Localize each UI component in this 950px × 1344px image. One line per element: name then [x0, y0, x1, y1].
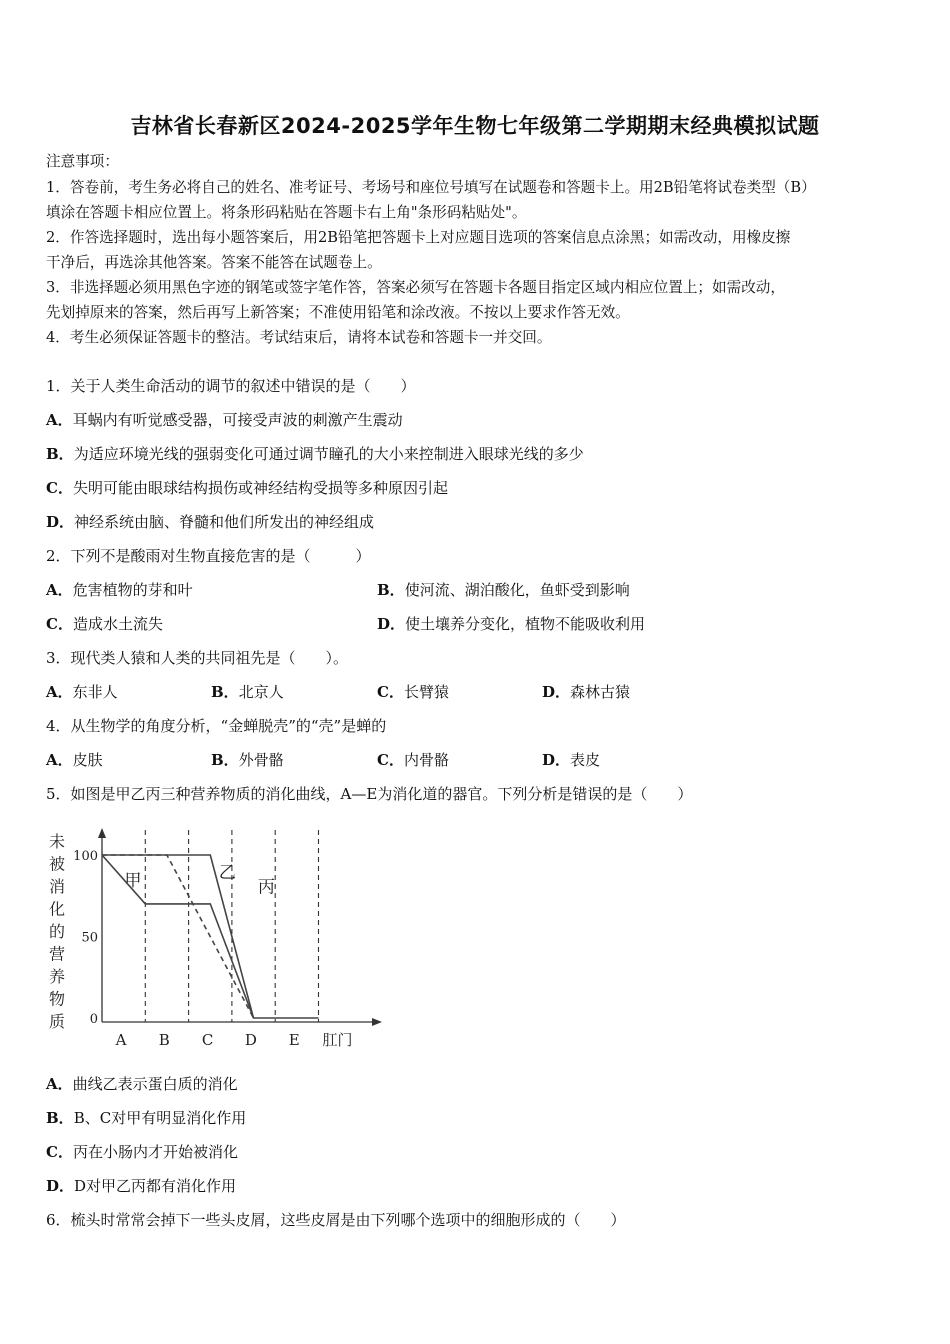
- x-axis-arrow: [372, 1018, 382, 1026]
- option: [377, 613, 645, 634]
- option: [46, 477, 448, 498]
- option-letter: B．: [211, 683, 239, 701]
- option: [542, 749, 600, 770]
- option: [377, 579, 630, 600]
- question-stem: 6．梳头时常常会掉下一些头皮屑，这些皮屑是由下列哪个选项中的细胞形成的（ ）: [46, 1211, 626, 1229]
- option: [46, 1073, 238, 1094]
- option: [46, 511, 374, 532]
- option-text: 使河流、湖泊酸化，鱼虾受到影响: [404, 581, 630, 599]
- option-text: 失明可能由眼球结构损伤或神经结构受损等多种原因引起: [72, 479, 448, 497]
- option-letter: D．: [542, 751, 571, 769]
- option: [211, 681, 284, 702]
- option-text: 东非人: [72, 683, 118, 701]
- question-stem: 4．从生物学的角度分析，“金蝉脱壳”的“壳”是蝉的: [46, 717, 387, 735]
- y-tick-label: 0: [89, 1012, 98, 1027]
- x-tick-label: 肛门: [322, 1031, 353, 1049]
- option-letter: D．: [46, 513, 75, 531]
- y-label-char: 消: [48, 877, 66, 896]
- option-letter: B．: [46, 445, 74, 463]
- option-letter: C．: [377, 683, 404, 701]
- option-text: 森林古猿: [570, 683, 631, 701]
- option-text: 北京人: [238, 683, 284, 701]
- axes: [98, 828, 382, 1026]
- option: [46, 1107, 246, 1128]
- option-letter: D．: [377, 615, 406, 633]
- option-letter: C．: [377, 751, 404, 769]
- y-label-char: 被: [48, 854, 66, 874]
- notice-line: 填涂在答题卡相应位置上。将条形码粘贴在答题卡右上角"条形码粘贴处"。: [46, 204, 527, 221]
- option-text: 表皮: [570, 751, 601, 769]
- notice-line: 先划掉原来的答案，然后再写上新答案；不准使用铅笔和涂改液。不按以上要求作答无效。: [46, 304, 630, 321]
- option-letter: C．: [46, 615, 73, 633]
- option: [377, 681, 449, 702]
- option-text: 使土壤养分变化，植物不能吸收利用: [405, 615, 646, 633]
- option-letter: A．: [46, 683, 73, 701]
- y-tick-label: 100: [73, 849, 98, 864]
- option-text: 长臂猿: [403, 683, 449, 701]
- x-tick-label: C: [201, 1031, 214, 1049]
- option-letter: B．: [377, 581, 405, 599]
- series-label: 乙: [218, 862, 236, 883]
- x-tick-label: B: [158, 1031, 170, 1049]
- y-label-char: 化: [48, 899, 66, 919]
- series-label: 甲: [124, 870, 142, 891]
- option: [46, 749, 103, 770]
- question-stem: 3．现代类人猿和人类的共同祖先是（ ）。: [46, 649, 349, 667]
- series-labels: [125, 863, 275, 898]
- notice-line: 4．考生必须保证答题卡的整洁。考试结束后，请将本试卷和答题卡一并交回。: [46, 329, 552, 346]
- option: [46, 1175, 236, 1196]
- option-letter: A．: [46, 411, 73, 429]
- y-label-char: 质: [48, 1012, 66, 1031]
- x-tick-label: A: [115, 1031, 127, 1049]
- option: [46, 579, 193, 600]
- option-text: 为适应环境光线的强弱变化可通过调节瞳孔的大小来控制进入眼球光线的多少: [73, 445, 584, 463]
- option-text: D对甲乙丙都有消化作用: [74, 1177, 237, 1195]
- option-text: 皮肤: [72, 751, 103, 769]
- option: [377, 749, 449, 770]
- option-text: 危害植物的芽和叶: [72, 581, 193, 599]
- option-letter: A．: [46, 1075, 73, 1093]
- option-letter: C．: [46, 479, 73, 497]
- tick-labels: [73, 849, 352, 1049]
- series-label: 丙: [257, 877, 275, 898]
- page-title: 吉林省长春新区2024-2025学年生物七年级第二学期期末经典模拟试题: [130, 114, 820, 138]
- option: [46, 409, 403, 430]
- notice-heading: 注意事项：: [46, 153, 119, 170]
- option-text: 曲线乙表示蛋白质的消化: [72, 1075, 238, 1093]
- option-text: 内骨骼: [403, 751, 449, 769]
- notice-line: 2．作答选择题时，选出每小题答案后，用2B铅笔把答题卡上对应题目选项的答案信息点涂黑；如需改动，用橡皮擦: [46, 229, 791, 246]
- y-axis-label: [49, 832, 65, 1031]
- option: [46, 681, 118, 702]
- y-label-char: 营: [48, 944, 66, 964]
- option-letter: A．: [46, 581, 73, 599]
- option: [211, 749, 284, 770]
- option-text: 丙在小肠内才开始被消化: [72, 1143, 238, 1161]
- section-lines: [145, 830, 318, 1022]
- x-tick-label: D: [244, 1031, 257, 1049]
- notice-line: 1．答卷前，考生务必将自己的姓名、准考证号、考场号和座位号填写在试题卷和答题卡上。用2B铅笔将试卷类型（B）: [46, 179, 816, 196]
- option-letter: B．: [211, 751, 239, 769]
- option-letter: A．: [46, 751, 73, 769]
- option: [46, 443, 584, 464]
- option-text: 造成水土流失: [72, 615, 163, 633]
- option: [542, 681, 630, 702]
- y-label-char: 养: [48, 967, 66, 986]
- question-stem: 1．关于人类生命活动的调节的叙述中错误的是（ ）: [46, 377, 416, 395]
- y-label-char: 未: [48, 832, 66, 851]
- option-letter: D．: [46, 1177, 75, 1195]
- question-stem: 5．如图是甲乙丙三种营养物质的消化曲线，A—E为消化道的器官。下列分析是错误的是（ ）: [46, 785, 693, 803]
- option-text: 神经系统由脑、脊髓和他们所发出的神经组成: [74, 513, 375, 531]
- notice-line: 干净后，再选涂其他答案。答案不能答在试题卷上。: [46, 254, 382, 271]
- option-letter: B．: [46, 1109, 74, 1127]
- option: [46, 613, 163, 634]
- option-text: 外骨骼: [238, 751, 284, 769]
- option-text: B、C对甲有明显消化作用: [73, 1109, 247, 1127]
- y-label-char: 物: [48, 989, 66, 1009]
- y-tick-label: 50: [81, 930, 98, 946]
- option: [46, 1141, 238, 1162]
- option-letter: C．: [46, 1143, 73, 1161]
- digestion-chart: [40, 825, 390, 1055]
- y-axis-arrow: [98, 828, 106, 838]
- y-label-char: 的: [48, 922, 66, 941]
- option-text: 耳蜗内有听觉感受器，可接受声波的刺激产生震动: [72, 411, 403, 429]
- notice-line: 3．非选择题必须用黑色字迹的钢笔或签字笔作答，答案必须写在答题卡各题目指定区域内相应位置上；如需改动，: [46, 279, 785, 296]
- option-letter: D．: [542, 683, 571, 701]
- question-stem: 2．下列不是酸雨对生物直接危害的是（ ）: [46, 547, 371, 565]
- x-tick-label: E: [288, 1031, 300, 1049]
